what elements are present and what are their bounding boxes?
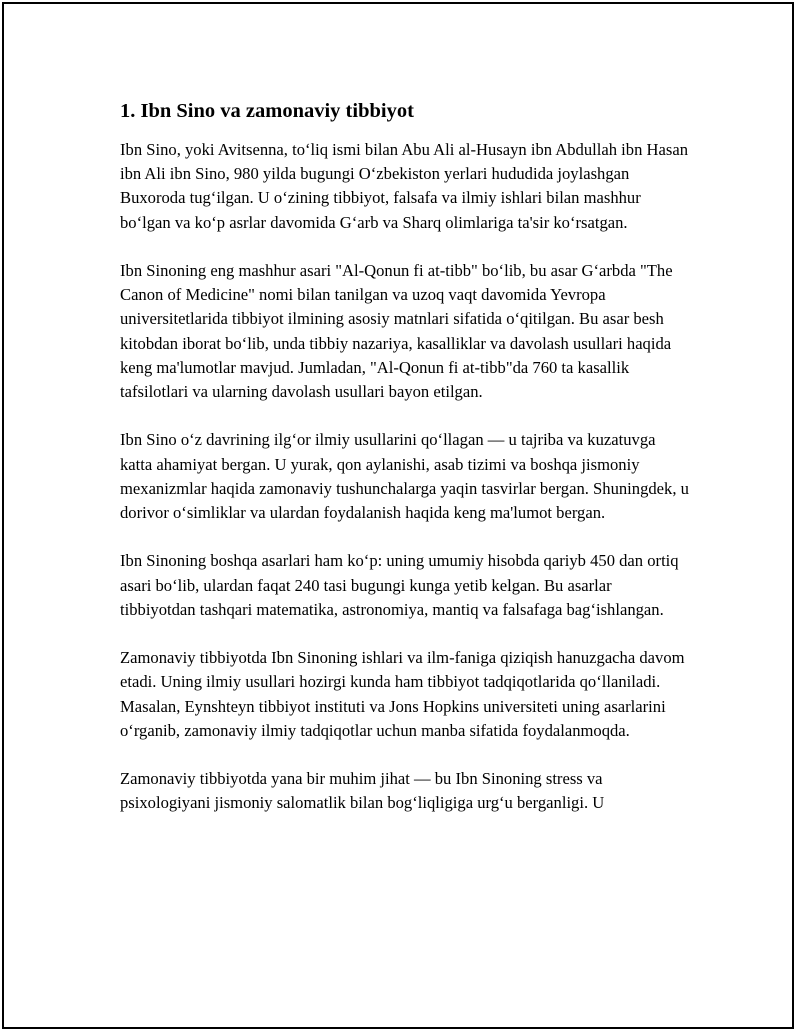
paragraph-3: Ibn Sino o‘z davrining ilg‘or ilmiy usullarini qo‘llagan — u tajriba va kuzatuvga katta ahamiyat bergan. U yurak, qon aylanishi, asab tizimi va boshqa jismoniy mexanizmlar haqida zamonaviy tushunchalarga yaqin tasvirlar bergan. Shuningdek, u dorivor o‘simliklar va ulardan foydalanish haqida keng ma'lumot bergan. [120,430,689,523]
section-heading: 1. Ibn Sino va zamonaviy tibbiyot [120,100,414,122]
paragraph-6: Zamonaviy tibbiyotda yana bir muhim jihat — bu Ibn Sinoning stress va psixologiyani jismoniy salomatlik bilan bog‘liqligiga urg‘u berganligi. U [120,769,605,813]
paragraph-2: Ibn Sinoning eng mashhur asari "Al-Qonun fi at-tibb" bo‘lib, bu asar G‘arbda "The Canon of Medicine" nomi bilan tanilgan va uzoq vaqt davomida Yevropa universitetlarida tibbiyot ilmining asosiy matnlari sifatida o‘qitilgan. Bu asar besh kitobdan iborat bo‘lib, unda tibbiy nazariya, kasalliklar va davolash usullari haqida keng ma'lumotlar mavjud. Jumladan, "Al-Qonun fi at-tibb"da 760 ta kasallik tafsilotlari va ularning davolash usullari bayon etilgan. [120,261,673,402]
document-page [2,2,794,1029]
paragraph-4: Ibn Sinoning boshqa asarlari ham ko‘p: uning umumiy hisobda qariyb 450 dan ortiq asari bo‘lib, ulardan faqat 240 tasi bugungi kunga yetib kelgan. Bu asarlar tibbiyotdan tashqari matematika, astronomiya, mantiq va falsafaga bag‘ishlangan. [120,551,679,619]
paragraph-1: Ibn Sino, yoki Avitsenna, to‘liq ismi bilan Abu Ali al-Husayn ibn Abdullah ibn Hasan ibn Ali ibn Sino, 980 yilda bugungi O‘zbekiston yerlari hududida joylashgan Buxoroda tug‘ilgan. U o‘zining tibbiyot, falsafa va ilmiy ishlari bilan mashhur bo‘lgan va ko‘p asrlar davomida G‘arb va Sharq olimlariga ta'sir ko‘rsatgan. [120,140,688,232]
paragraph-5: Zamonaviy tibbiyotda Ibn Sinoning ishlari va ilm-faniga qiziqish hanuzgacha davom etadi. Uning ilmiy usullari hozirgi kunda ham tibbiyot tadqiqotlarida qo‘llaniladi. Masalan, Eynshteyn tibbiyot instituti va Jons Hopkins universiteti uning asarlarini o‘rganib, zamonaviy ilmiy tadqiqotlar uchun manba sifatida foydalanmoqda. [120,648,685,740]
document-body [120,98,690,840]
